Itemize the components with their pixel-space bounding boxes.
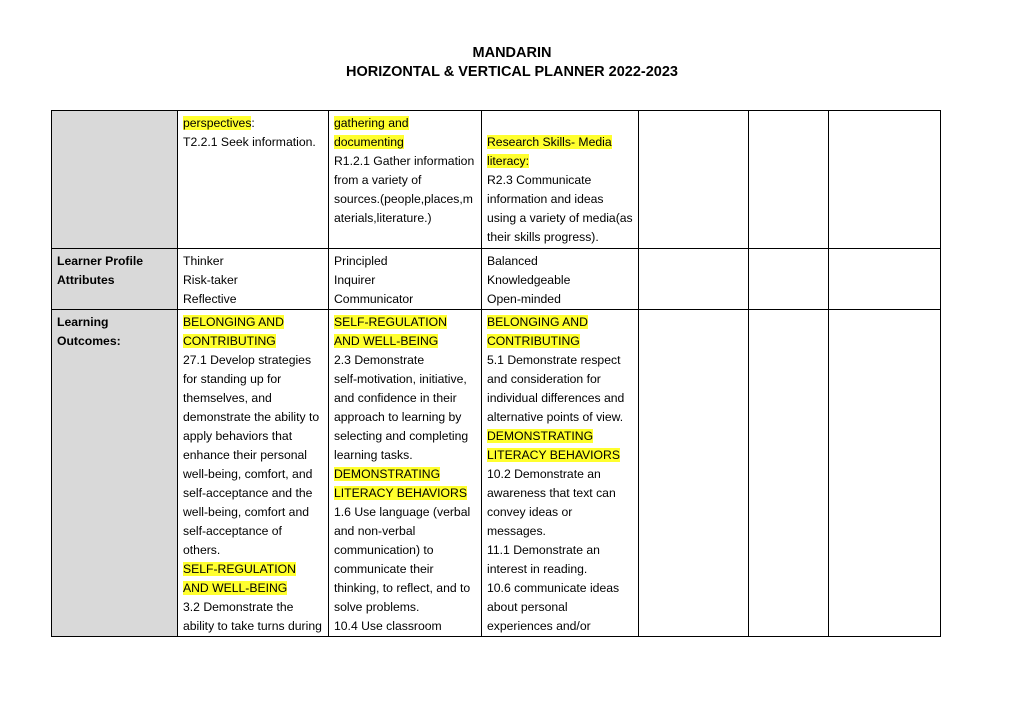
cell-line: demonstrate the ability to (183, 410, 320, 424)
cell-line (334, 114, 476, 133)
cell-line: aterials,literature.) (334, 211, 432, 225)
cell-line: well-being, comfort and (183, 505, 309, 519)
empty-cell (829, 111, 941, 249)
highlighted-text: AND WELL-BEING (334, 334, 439, 348)
highlighted-text: perspectives (183, 116, 252, 130)
cell-line: their skills progress). (487, 230, 599, 244)
highlighted-text: SELF-REGULATION (334, 315, 447, 329)
cell-line: perspectives: (183, 116, 255, 130)
highlighted-text: gathering and (334, 116, 409, 130)
cell-line: self-motivation, initiative, (334, 372, 467, 386)
empty-cell (639, 310, 749, 637)
cell-line (334, 133, 476, 152)
cell-line: Balanced (487, 254, 538, 268)
cell-line: sources.(people,places,m (334, 192, 473, 206)
highlighted-text: DEMONSTRATING (487, 429, 594, 443)
cell-line: experiences and/or (487, 619, 591, 633)
cell-line (487, 446, 633, 465)
cell-line: 5.1 Demonstrate respect (487, 353, 621, 367)
cell-line (487, 427, 633, 446)
cell-line: interest in reading. (487, 562, 588, 576)
cell-line: and consideration for (487, 372, 601, 386)
cell-line: themselves, and (183, 391, 272, 405)
cell-line: 27.1 Develop strategies (183, 353, 312, 367)
document-title: MANDARIN (472, 45, 552, 61)
cell-line: Thinker (183, 254, 224, 268)
highlighted-text: LITERACY BEHAVIORS (334, 486, 467, 500)
cell-line: enhance their personal (183, 448, 307, 462)
content-cell (482, 111, 639, 249)
content-cell (482, 249, 639, 310)
cell-line: self-acceptance and the (183, 486, 313, 500)
cell-line: learning tasks. (334, 448, 413, 462)
highlighted-text: SELF-REGULATION (183, 562, 296, 576)
content-cell (178, 111, 329, 249)
cell-line: convey ideas or (487, 505, 573, 519)
cell-line: 1.6 Use language (verbal (334, 505, 471, 519)
cell-line (334, 484, 476, 503)
highlighted-text: CONTRIBUTING (487, 334, 580, 348)
highlighted-text: CONTRIBUTING (183, 334, 276, 348)
highlighted-text: Research Skills- Media (487, 135, 612, 149)
cell-line: R2.3 Communicate (487, 173, 592, 187)
cell-line (183, 332, 323, 351)
cell-line: Inquirer (334, 273, 376, 287)
cell-line: Principled (334, 254, 388, 268)
cell-line (487, 114, 633, 133)
cell-line: 10.6 communicate ideas (487, 581, 620, 595)
highlighted-text: LITERACY BEHAVIORS (487, 448, 620, 462)
row-label-cell (52, 111, 178, 249)
cell-line: Reflective (183, 292, 237, 306)
cell-line: thinking, to reflect, and to (334, 581, 471, 595)
table-row (52, 111, 941, 249)
cell-line (334, 313, 476, 332)
cell-line: and non-verbal (334, 524, 416, 538)
cell-line: Communicator (334, 292, 414, 306)
row-label-text: Learning (57, 315, 109, 329)
cell-line: 2.3 Demonstrate (334, 353, 425, 367)
cell-line (334, 332, 476, 351)
cell-line: awareness that text can (487, 486, 616, 500)
planner-table (51, 110, 941, 637)
cell-line (487, 133, 633, 152)
content-cell (329, 111, 482, 249)
cell-line: for standing up for (183, 372, 282, 386)
cell-line: communicate their (334, 562, 434, 576)
cell-line: 10.2 Demonstrate an (487, 467, 601, 481)
row-label-text: Learner Profile (57, 254, 144, 268)
content-cell (482, 310, 639, 637)
cell-line: communication) to (334, 543, 434, 557)
cell-line: R1.2.1 Gather information (334, 154, 475, 168)
cell-line: approach to learning by (334, 410, 462, 424)
cell-line: 11.1 Demonstrate an (487, 543, 600, 557)
cell-line: selecting and completing (334, 429, 469, 443)
cell-line (487, 332, 633, 351)
row-label-text: Outcomes: (57, 334, 121, 348)
cell-line (183, 560, 323, 579)
highlighted-text: DEMONSTRATING (334, 467, 441, 481)
cell-line: Open-minded (487, 292, 561, 306)
cell-line (183, 313, 323, 332)
cell-line: T2.2.1 Seek information. (183, 135, 316, 149)
highlighted-text: documenting (334, 135, 404, 149)
cell-line: Risk-taker (183, 273, 238, 287)
cell-line: solve problems. (334, 600, 420, 614)
empty-cell (749, 310, 829, 637)
empty-cell (749, 111, 829, 249)
table-row (52, 310, 941, 637)
cell-line: 10.4 Use classroom (334, 619, 442, 633)
empty-cell (829, 310, 941, 637)
row-label-cell (52, 310, 178, 637)
cell-line (487, 313, 633, 332)
row-label-cell (52, 249, 178, 310)
highlighted-text: BELONGING AND (183, 315, 284, 329)
cell-line: and confidence in their (334, 391, 457, 405)
cell-line: apply behaviors that (183, 429, 293, 443)
empty-cell (829, 249, 941, 310)
cell-line: from a variety of (334, 173, 422, 187)
cell-line (334, 465, 476, 484)
empty-cell (639, 111, 749, 249)
empty-cell (749, 249, 829, 310)
cell-line: self-acceptance of (183, 524, 282, 538)
content-cell (329, 249, 482, 310)
cell-line: well-being, comfort, and (183, 467, 313, 481)
cell-line: messages. (487, 524, 546, 538)
cell-line (183, 579, 323, 598)
cell-line: individual differences and (487, 391, 625, 405)
cell-line: information and ideas (487, 192, 604, 206)
content-cell (329, 310, 482, 637)
cell-line: ability to take turns during (183, 619, 322, 633)
row-label-text: Attributes (57, 273, 115, 287)
content-cell (178, 310, 329, 637)
highlighted-text: BELONGING AND (487, 315, 588, 329)
cell-line: about personal (487, 600, 568, 614)
cell-line: alternative points of view. (487, 410, 624, 424)
cell-line (487, 152, 633, 171)
document-subtitle: HORIZONTAL & VERTICAL PLANNER 2022-2023 (346, 64, 678, 80)
content-cell (178, 249, 329, 310)
empty-cell (639, 249, 749, 310)
cell-line: using a variety of media(as (487, 211, 633, 225)
cell-line: 3.2 Demonstrate the (183, 600, 294, 614)
highlighted-text: AND WELL-BEING (183, 581, 288, 595)
table-row (52, 249, 941, 310)
cell-line: Knowledgeable (487, 273, 571, 287)
highlighted-text: literacy: (487, 154, 529, 168)
cell-line: others. (183, 543, 221, 557)
